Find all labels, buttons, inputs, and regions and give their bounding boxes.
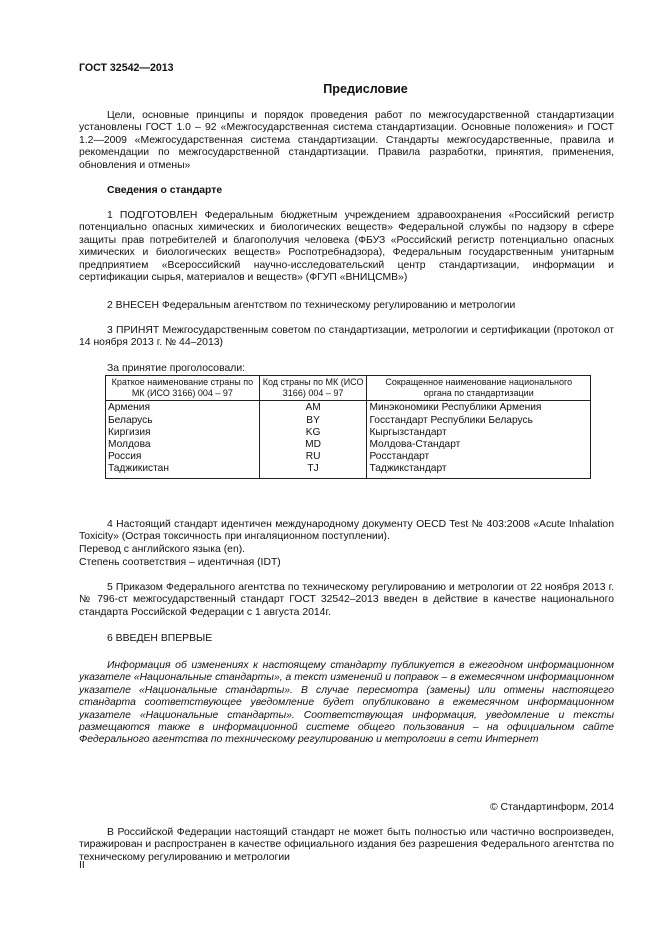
header-country-code: Код страны по МК (ИСО 3166) 004 – 97 xyxy=(259,376,367,401)
cell-country: Россия xyxy=(106,451,260,463)
cell-body: Кыргызстандарт xyxy=(367,427,591,439)
cell-code: KG xyxy=(259,427,367,439)
info-notice: Информация об изменениях к настоящему стандарту публикуется в ежегодном информационном указателе «Национальные стандарты», а текст изменений и поправок – в ежемесячном информационном указателе «Национальные стандарты». В случае пересмотра (замены) или отмены настоящего стандарта соответствующее уведомление будет опубликовано в ежемесячном информационном указателе «Национальные стандарты». Соответствующая информация, уведомление и тексты размещаются также в информационной системе общего пользования – на официальном сайте Федерального агентства по техническому регулированию и метрологии в сети Интернет xyxy=(79,660,614,746)
item-1-prepared: 1 ПОДГОТОВЛЕН Федеральным бюджетным учреждением здравоохранения «Российский регистр потенциально опасных химических и биологических веществ» Федеральной службы по надзору в сфере защиты прав потребителей и благополучия человека (ФБУЗ «Российский регистр потенциально опасных химических и биологических веществ» Роспотребнадзора), Федеральным государственным унитарным предприятием «Всероссийский научно-исследовательский центр стандартизации, информации и сертификации сырья, материалов и веществ» (ФГУП «ВНИЦСМВ») xyxy=(79,210,614,284)
cell-code: RU xyxy=(259,451,367,463)
cell-country: Таджикистан xyxy=(106,463,260,478)
cell-country: Беларусь xyxy=(106,415,260,427)
item-3-adopted: 3 ПРИНЯТ Межгосударственным советом по стандартизации, метрологии и сертификации (протокол от 14 ноября 2013 г. № 44–2013) xyxy=(79,325,614,349)
intro-paragraph: Цели, основные принципы и порядок проведения работ по межгосударственной стандартизации установлены ГОСТ 1.0 – 92 «Межгосударственная система стандартизации. Основные положения» и ГОСТ 1.2—2009 «Межгосударственная система стандартизации. Стандарты межгосударственные, правила и рекомендации по межгосударственной стандартизации. Правила разработки, принятия, применения, обновления и отмены» xyxy=(79,110,614,171)
cell-code: MD xyxy=(259,439,367,451)
reproduction-notice: В Российской Федерации настоящий стандарт не может быть полностью или частично воспроизведен, тиражирован и распространен в качестве официального издания без разрешения Федерального агентства по техническому регулированию и метрологии xyxy=(79,827,614,863)
table-row xyxy=(106,451,591,463)
item-4-translation: Перевод с английского языка (en). xyxy=(79,544,246,555)
cell-code: AM xyxy=(259,401,367,415)
cell-body: Госстандарт Республики Беларусь xyxy=(367,415,591,427)
vote-table xyxy=(105,375,591,479)
copyright: © Стандартинформ, 2014 xyxy=(489,802,614,813)
item-4-identical: 4 Настоящий стандарт идентичен международному документу OECD Test № 403:2008 «Acute Inhalation Toxicity» (Острая токсичность при ингаляционном поступлении). xyxy=(79,519,614,543)
table-row xyxy=(106,401,591,415)
cell-code: TJ xyxy=(259,463,367,478)
cell-country: Киргизия xyxy=(106,427,260,439)
header-standards-body: Сокращенное наименование национального органа по стандартизации xyxy=(367,376,591,401)
cell-body: Таджикстандарт xyxy=(367,463,591,478)
cell-country: Армения xyxy=(106,401,260,415)
cell-body: Росстандарт xyxy=(367,451,591,463)
page-title: Предисловие xyxy=(323,82,408,96)
table-row xyxy=(106,427,591,439)
cell-body: Молдова-Стандарт xyxy=(367,439,591,451)
header-country-name: Краткое наименование страны по МК (ИСО 3166) 004 – 97 xyxy=(106,376,260,401)
vote-label: За принятие проголосовали: xyxy=(107,363,246,374)
cell-country: Молдова xyxy=(106,439,260,451)
table-row xyxy=(106,463,591,478)
table-row xyxy=(106,415,591,427)
item-4-degree: Степень соответствия – идентичная (IDT) xyxy=(79,557,281,568)
vote-table-header xyxy=(106,376,591,401)
cell-body: Минэкономики Республики Армения xyxy=(367,401,591,415)
item-6-introduced-first: 6 ВВЕДЕН ВПЕРВЫЕ xyxy=(107,633,213,644)
cell-code: BY xyxy=(259,415,367,427)
page-number: II xyxy=(79,860,85,871)
item-5-order: 5 Приказом Федерального агентства по техническому регулированию и метрологии от 22 ноября 2013 г. № 796-ст межгосударственный стандарт ГОСТ 32542–2013 введен в действие в качестве национального стандарта Российской Федерации с 1 августа 2014г. xyxy=(79,582,614,618)
table-row xyxy=(106,439,591,451)
section-heading: Сведения о стандарте xyxy=(107,185,223,196)
item-2-introduced: 2 ВНЕСЕН Федеральным агентством по техническому регулированию и метрологии xyxy=(107,300,516,311)
document-code: ГОСТ 32542—2013 xyxy=(79,62,174,74)
